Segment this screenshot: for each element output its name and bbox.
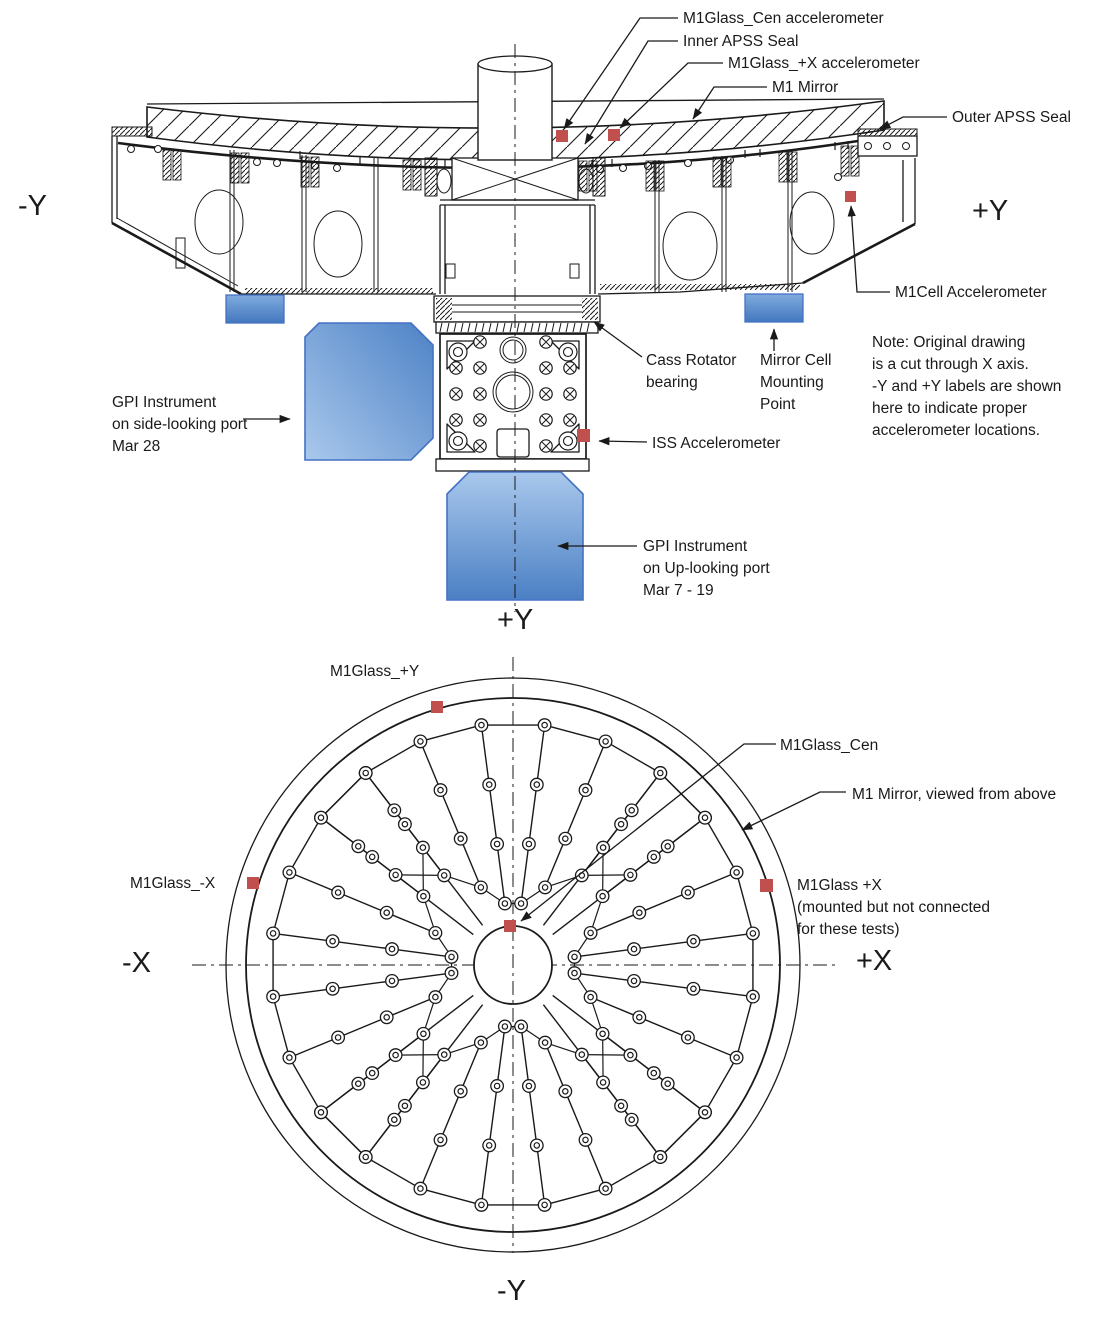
support-strut <box>591 997 737 1058</box>
support-point-circle <box>699 1106 712 1119</box>
support-point-circle <box>625 1113 638 1126</box>
support-chord-outer <box>366 1157 421 1189</box>
label-m1glass-px-3: for these tests) <box>797 921 900 938</box>
support-point-circle <box>326 983 339 996</box>
axis-label-plus-y-right: +Y <box>972 195 1009 227</box>
iss-flange <box>436 459 589 471</box>
support-chord-outer <box>545 725 606 741</box>
label-m1cell-accel: M1Cell Accelerometer <box>895 284 1047 301</box>
support-point-circle <box>559 1085 572 1098</box>
support-point-circle <box>434 784 447 797</box>
cell-bolt-hole <box>274 160 281 167</box>
mount-point-box-right <box>745 294 803 322</box>
left-bottom-slope-inner <box>117 218 238 286</box>
support-point-circle <box>538 719 551 732</box>
actuator-block <box>241 153 249 183</box>
cell-bolt-hole <box>334 165 341 172</box>
iss-corner-circle <box>559 432 577 450</box>
cell-cutout-oval <box>314 211 362 277</box>
support-point-circle <box>332 1031 345 1044</box>
label-m1glass-px-accel: M1Glass_+X accelerometer <box>728 55 920 72</box>
actuator-block <box>403 160 411 190</box>
support-point-circle <box>417 1028 430 1041</box>
support-point-circle <box>499 1020 512 1033</box>
support-point-circle <box>539 1036 552 1049</box>
cross-section-figure <box>18 10 1071 636</box>
m1glass-plusx-marker <box>760 879 773 892</box>
support-strut <box>420 741 481 887</box>
support-point-circle <box>687 935 700 948</box>
support-chord-outer <box>737 872 753 933</box>
support-point-circle <box>661 840 674 853</box>
m1glass-plusy-marker <box>431 701 443 713</box>
label-cass-1: Cass Rotator <box>646 352 737 369</box>
support-point-circle <box>747 990 760 1003</box>
label-mount-1: Mirror Cell <box>760 352 832 369</box>
actuator-block <box>723 157 731 187</box>
axis-label-plus-x: +X <box>856 945 893 977</box>
m1glass-plusx-marker-section <box>608 129 620 141</box>
cell-bolt-hole <box>620 165 627 172</box>
cell-bolt-hole <box>254 159 261 166</box>
support-point-circle <box>475 881 488 894</box>
actuator-block <box>163 150 171 180</box>
axis-label-minus-y-bottom: -Y <box>497 1275 526 1307</box>
support-chord-outer <box>606 1157 661 1189</box>
support-strut <box>289 997 435 1058</box>
support-point-circle <box>414 1182 427 1195</box>
support-point-circle <box>648 1067 661 1080</box>
leader-m1-mirror-above <box>742 792 846 830</box>
label-m1glass-py: M1Glass_+Y <box>330 663 420 680</box>
support-strut <box>575 973 753 997</box>
support-point-circle <box>539 881 552 894</box>
support-chord-outer <box>705 818 737 873</box>
label-mount-2: Mounting <box>760 374 824 391</box>
support-point-circle <box>491 1080 504 1093</box>
support-point-circle <box>283 1051 296 1064</box>
left-wall-cap <box>112 127 152 136</box>
support-point-circle <box>538 1199 551 1212</box>
support-point-circle <box>579 1134 592 1147</box>
note-line-5: accelerometer locations. <box>872 422 1040 439</box>
actuator-block <box>311 157 319 187</box>
support-chord-outer <box>420 725 481 741</box>
support-chord-outer <box>606 741 661 773</box>
label-m1glass-px-1: M1Glass +X <box>797 877 882 894</box>
label-m1-mirror-above: M1 Mirror, viewed from above <box>852 786 1057 803</box>
label-gpi-side-2: on side-looking port <box>112 416 248 433</box>
support-point-circle <box>596 890 609 903</box>
support-point-circle <box>388 804 401 817</box>
cell-cutout-oval <box>790 192 834 254</box>
cell-bolt-hole <box>128 146 135 153</box>
support-point-circle <box>483 1139 496 1152</box>
support-point-circle <box>628 943 641 956</box>
support-point-circle <box>599 1182 612 1195</box>
support-point-circle <box>326 935 339 948</box>
support-point-circle <box>388 1113 401 1126</box>
support-point-circle <box>576 1048 589 1061</box>
support-point-circle <box>315 811 328 824</box>
support-point-circle <box>315 1106 328 1119</box>
leader-m1-mirror <box>693 87 767 119</box>
cell-rib <box>374 158 378 292</box>
hub-block <box>425 158 437 196</box>
support-point-circle <box>267 990 280 1003</box>
cass-block <box>582 298 598 320</box>
support-point-circle <box>332 886 345 899</box>
support-strut <box>481 725 505 903</box>
support-point-circle <box>389 869 402 882</box>
support-point-circle <box>414 735 427 748</box>
support-strut <box>521 725 545 903</box>
iss-corner-circle <box>449 432 467 450</box>
actuator-block <box>713 157 721 187</box>
label-gpi-up-3: Mar 7 - 19 <box>643 582 714 599</box>
support-point-circle <box>417 841 430 854</box>
actuator-block <box>646 161 654 191</box>
cell-slot <box>570 264 579 278</box>
mount-point-box-left <box>226 295 284 323</box>
actuator-block <box>656 161 664 191</box>
axis-label-plus-y-bottom: +Y <box>497 604 534 636</box>
support-point-circle <box>386 943 399 956</box>
support-point-circle <box>475 1036 488 1049</box>
support-chord-outer <box>737 997 753 1058</box>
support-point-circle <box>523 838 536 851</box>
m1glass-cen-marker-top-view <box>504 920 516 932</box>
cell-bolt-hole <box>835 174 842 181</box>
note-line-1: Note: Original drawing <box>872 334 1026 351</box>
support-point-circle <box>654 767 667 780</box>
leader-m1glass-cen <box>564 18 678 129</box>
support-chord-outer <box>273 997 289 1058</box>
support-point-circle <box>454 832 467 845</box>
label-gpi-side-1: GPI Instrument <box>112 394 217 411</box>
support-point-circle <box>661 1077 674 1090</box>
support-point-circle <box>380 1011 393 1024</box>
leader-m1glass-cen-top-view <box>521 744 776 921</box>
cell-slot <box>446 264 455 278</box>
actuator-block <box>413 160 421 190</box>
support-point-circle <box>624 1049 637 1062</box>
label-mount-3: Point <box>760 396 796 413</box>
support-point-circle <box>730 1051 743 1064</box>
hub-block <box>593 158 605 196</box>
label-m1glass-cen: M1Glass_Cen <box>780 737 879 754</box>
support-point-circle <box>523 1080 536 1093</box>
m1glass-cen-marker <box>556 130 568 142</box>
support-point-circle <box>633 906 646 919</box>
support-strut <box>545 741 606 887</box>
support-point-circle <box>596 1028 609 1041</box>
support-point-circle <box>633 1011 646 1024</box>
outer-seal-box <box>858 136 917 156</box>
support-chord-outer <box>705 1058 737 1113</box>
actuator-block <box>779 152 787 182</box>
label-gpi-side-3: Mar 28 <box>112 438 161 455</box>
support-point-circle <box>648 851 661 864</box>
cell-bolt-hole <box>685 160 692 167</box>
support-point-circle <box>366 851 379 864</box>
label-cass-2: bearing <box>646 374 698 391</box>
cell-cutout-oval <box>663 212 717 280</box>
support-point-circle <box>434 1134 447 1147</box>
support-point-circle <box>747 927 760 940</box>
support-point-circle <box>445 951 458 964</box>
support-point-circle <box>399 818 412 831</box>
support-point-circle <box>531 778 544 791</box>
actuator-block <box>841 146 849 176</box>
label-outer-apss: Outer APSS Seal <box>952 109 1071 126</box>
support-strut <box>521 1027 545 1205</box>
m1glass-minusx-marker <box>247 877 259 889</box>
support-point-circle <box>584 991 597 1004</box>
support-point-circle <box>531 1139 544 1152</box>
support-point-circle <box>483 778 496 791</box>
leader-outer-apss <box>880 117 947 129</box>
label-m1glass-mx: M1Glass_-X <box>130 875 216 892</box>
label-inner-apss: Inner APSS Seal <box>683 33 799 50</box>
leader-iss <box>599 441 647 442</box>
support-point-circle <box>624 869 637 882</box>
axis-label-minus-y: -Y <box>18 190 47 222</box>
iss-corner-circle <box>559 343 577 361</box>
note-line-3: -Y and +Y labels are shown <box>872 378 1062 395</box>
support-strut <box>273 933 451 957</box>
right-wall <box>903 158 915 224</box>
support-point-circle <box>499 897 512 910</box>
leader-cass <box>594 322 642 357</box>
support-point-circle <box>579 784 592 797</box>
support-point-circle <box>359 1151 372 1164</box>
iss-corner-circle <box>449 343 467 361</box>
support-point-circle <box>438 1048 451 1061</box>
support-point-circle <box>699 811 712 824</box>
support-point-circle <box>352 1077 365 1090</box>
support-point-circle <box>559 832 572 845</box>
support-point-circle <box>730 866 743 879</box>
support-point-circle <box>654 1151 667 1164</box>
actuator-block <box>301 157 309 187</box>
support-chord-outer <box>321 773 366 818</box>
support-strut <box>481 1027 505 1205</box>
support-point-circle <box>625 804 638 817</box>
support-point-circle <box>597 1076 610 1089</box>
support-strut <box>420 1043 481 1189</box>
support-chord-outer <box>273 872 289 933</box>
support-strut <box>591 872 737 933</box>
note-line-2: is a cut through X axis. <box>872 356 1029 373</box>
leader-m1glass-px <box>620 63 723 128</box>
actuator-block <box>231 153 239 183</box>
hub-eyelet <box>437 169 451 193</box>
support-point-circle <box>628 975 641 988</box>
axis-label-minus-x: -X <box>122 947 151 979</box>
support-point-circle <box>438 869 451 882</box>
support-strut <box>545 1043 606 1189</box>
support-point-circle <box>445 967 458 980</box>
support-point-circle <box>515 897 528 910</box>
bottom-hatch-right <box>600 284 800 290</box>
label-gpi-up-2: on Up-looking port <box>643 560 770 577</box>
support-point-circle <box>615 818 628 831</box>
label-m1glass-cen-accel: M1Glass_Cen accelerometer <box>683 10 884 27</box>
support-chord-outer <box>420 1189 481 1205</box>
support-point-circle <box>584 927 597 940</box>
support-strut <box>289 872 435 933</box>
actuator-block <box>173 150 181 180</box>
iss-bottom-slot <box>497 429 529 457</box>
leader-m1cell <box>851 206 890 292</box>
gpi-side-looking-shape <box>305 323 433 460</box>
support-point-circle <box>417 1076 430 1089</box>
cass-block <box>436 298 452 320</box>
support-point-circle <box>682 1031 695 1044</box>
support-point-circle <box>568 967 581 980</box>
support-point-circle <box>599 735 612 748</box>
cell-bolt-hole <box>155 146 162 153</box>
support-point-circle <box>380 906 393 919</box>
support-chord-outer <box>289 818 321 873</box>
support-chord-outer <box>321 1112 366 1157</box>
cell-cutout-oval <box>195 190 243 254</box>
support-point-circle <box>576 869 589 882</box>
support-strut <box>575 933 753 957</box>
support-chord-outer <box>545 1189 606 1205</box>
iss-marker <box>577 429 590 442</box>
support-point-circle <box>359 767 372 780</box>
actuator-block <box>789 152 797 182</box>
left-wall <box>112 136 117 223</box>
support-point-circle <box>267 927 280 940</box>
support-chord-outer <box>660 1112 705 1157</box>
support-point-circle <box>399 1100 412 1113</box>
support-point-circle <box>283 866 296 879</box>
support-strut <box>273 973 451 997</box>
support-point-circle <box>389 1049 402 1062</box>
support-point-circle <box>475 1199 488 1212</box>
support-point-circle <box>352 840 365 853</box>
support-chord-outer <box>289 1058 321 1113</box>
support-chord-outer <box>366 741 421 773</box>
outer-seal-strip <box>858 129 917 136</box>
note-line-4: here to indicate proper <box>872 400 1028 417</box>
support-point-circle <box>366 1067 379 1080</box>
label-iss-accel: ISS Accelerometer <box>652 435 781 452</box>
label-m1glass-px-2: (mounted but not connected <box>797 899 991 916</box>
label-gpi-up-1: GPI Instrument <box>643 538 748 555</box>
label-m1-mirror: M1 Mirror <box>772 79 839 96</box>
support-point-circle <box>429 991 442 1004</box>
support-point-circle <box>417 890 430 903</box>
support-point-circle <box>454 1085 467 1098</box>
support-point-circle <box>682 886 695 899</box>
support-point-circle <box>615 1100 628 1113</box>
top-view-figure <box>122 657 1056 1307</box>
support-point-circle <box>568 951 581 964</box>
support-point-circle <box>491 838 504 851</box>
hub-columns <box>440 200 595 294</box>
right-bottom-slope <box>803 224 915 283</box>
support-point-circle <box>386 975 399 988</box>
support-point-circle <box>515 1020 528 1033</box>
bottom-hatch-left <box>245 288 433 294</box>
cass-bearing-band <box>434 296 600 322</box>
support-point-circle <box>475 719 488 732</box>
support-point-circle <box>687 983 700 996</box>
m1cell-marker <box>845 191 856 202</box>
support-point-circle <box>429 927 442 940</box>
